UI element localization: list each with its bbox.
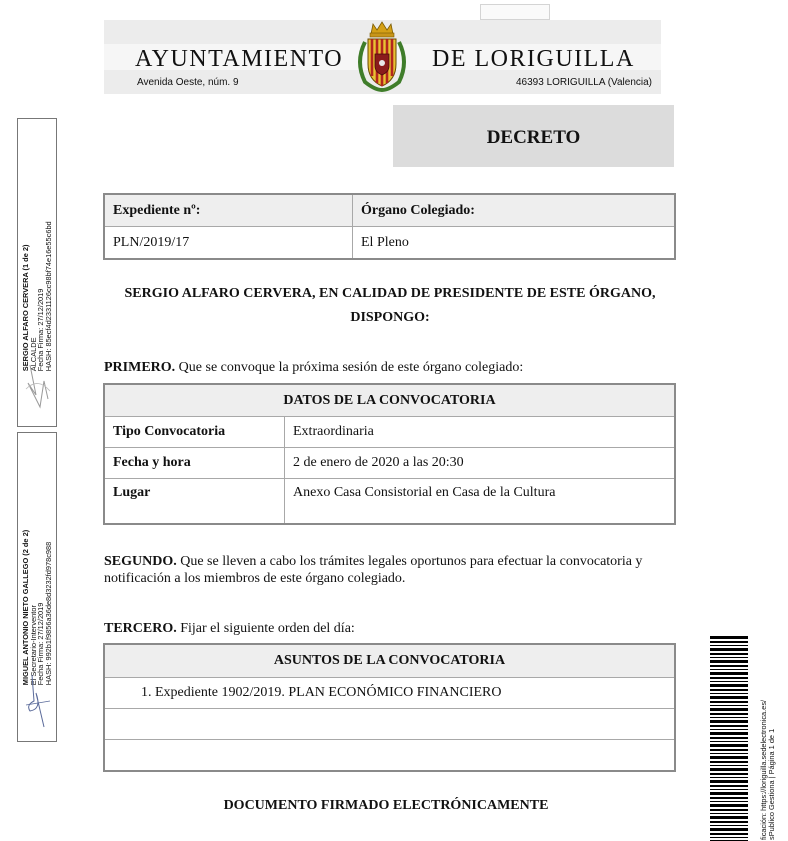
convocation-table xyxy=(104,384,675,524)
paragraph-segundo-label: SEGUNDO. xyxy=(104,554,177,569)
letterhead-title-left: AYUNTAMIENTO xyxy=(135,46,344,72)
agenda-empty-row xyxy=(105,709,675,740)
signature-2-scribble xyxy=(22,671,54,731)
file-info-table xyxy=(104,194,675,259)
agenda-table xyxy=(104,644,675,771)
convocation-date-label: Fecha y hora xyxy=(113,455,191,470)
paragraph-segundo-text: Que se lleven a cabo los trámites legales oportunos para efectuar la convocatoria y notificación a los miembros de este órgano colegiado. xyxy=(104,554,643,586)
table-row xyxy=(105,740,675,771)
table-row xyxy=(105,709,675,740)
paragraph-primero-label: PRIMERO. xyxy=(104,360,176,375)
convocation-place-value: Anexo Casa Consistorial en Casa de la Cultura xyxy=(285,479,675,524)
file-number-value: PLN/2019/17 xyxy=(105,227,353,259)
table-row xyxy=(105,678,675,709)
letterhead-address: Avenida Oeste, núm. 9 xyxy=(137,77,239,88)
signature-stamp-2 xyxy=(17,432,57,742)
paragraph-segundo xyxy=(104,553,676,587)
letterhead-title-right: DE LORIGUILLA xyxy=(432,46,635,72)
signature-2-hash: HASH: 992b1f9856a36de8d3232fd978c988 xyxy=(43,541,53,686)
agenda-item: 1. Expediente 1902/2019. PLAN ECONÓMICO FINANCIERO xyxy=(105,678,675,709)
coat-of-arms-icon xyxy=(351,20,413,94)
signature-1-name: SERGIO ALFARO CERVERA (1 de 2) xyxy=(20,244,30,372)
convocation-table-title: DATOS DE LA CONVOCATORIA xyxy=(105,385,675,417)
document-type-box xyxy=(393,105,674,167)
paragraph-primero xyxy=(104,359,676,376)
signature-2-text xyxy=(22,427,52,685)
collegiate-body-header: Órgano Colegiado: xyxy=(353,195,675,227)
signature-2-role: El Secretario-Interventor xyxy=(28,605,38,686)
signature-2-name: MIGUEL ANTONIO NIETO GALLEGO (2 de 2) xyxy=(20,529,30,686)
barcode-caption-line-2: sPublico Gestiona | Página 1 de 1 xyxy=(767,728,776,840)
intro-line: SERGIO ALFARO CERVERA, EN CALIDAD DE PRESIDENTE DE ESTE ÓRGANO, xyxy=(124,286,656,301)
signature-1-scribble xyxy=(22,359,54,411)
signature-1-date: Fecha Firma: 27/12/2019 xyxy=(36,288,45,372)
intro-disposition: DISPONGO: xyxy=(350,310,430,325)
barcode-caption xyxy=(760,700,776,840)
file-number-header: Expediente nº: xyxy=(105,195,353,227)
convocation-place-label: Lugar xyxy=(113,485,151,500)
signature-1-hash: HASH: 85ecf4d2331126cc98bf74e16e55c6bd xyxy=(43,221,53,372)
signature-2-date: Fecha Firma: 27/12/2019 xyxy=(36,602,45,686)
agenda-empty-row xyxy=(105,740,675,771)
convocation-type-value: Extraordinaria xyxy=(285,417,675,448)
table-row xyxy=(105,479,675,524)
table-row xyxy=(105,417,675,448)
paragraph-tercero-text: Fijar el siguiente orden del día: xyxy=(176,621,355,636)
convocation-date-value: 2 de enero de 2020 a las 20:30 xyxy=(285,448,675,479)
letterhead-postal: 46393 LORIGUILLA (Valencia) xyxy=(516,77,653,88)
signature-1-role: ALCALDE xyxy=(28,337,38,372)
document-type-title: DECRETO xyxy=(486,127,581,148)
signature-stamp-1 xyxy=(17,118,57,427)
paragraph-tercero xyxy=(104,620,676,637)
header-tab xyxy=(480,4,550,20)
barcode-caption-line-1: ficación: https://loriguilla.sedelectronica.es/ xyxy=(759,699,768,840)
convocation-type-label: Tipo Convocatoria xyxy=(113,424,226,439)
table-row xyxy=(105,448,675,479)
signature-1-text xyxy=(22,113,52,371)
agenda-table-title: ASUNTOS DE LA CONVOCATORIA xyxy=(105,645,675,678)
paragraph-tercero-label: TERCERO. xyxy=(104,621,177,636)
paragraph-primero-text: Que se convoque la próxima sesión de este órgano colegiado: xyxy=(175,360,524,375)
barcode-icon xyxy=(710,636,748,841)
collegiate-body-value: El Pleno xyxy=(353,227,675,259)
footer-signed-note: DOCUMENTO FIRMADO ELECTRÓNICAMENTE xyxy=(223,798,549,813)
